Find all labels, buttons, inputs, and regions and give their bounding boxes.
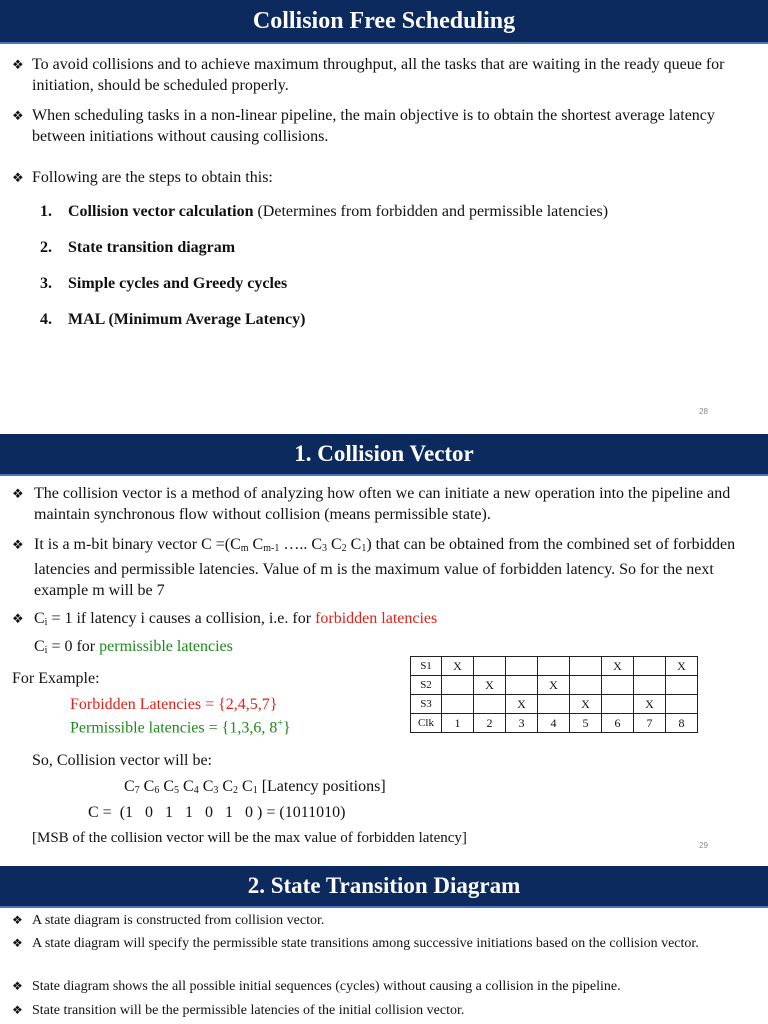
table-cell: X (570, 695, 602, 714)
page-number: 28 (699, 407, 708, 416)
slide-title-text: 1. Collision Vector (294, 441, 474, 466)
table-cell (442, 676, 474, 695)
slide-collision-free-scheduling (0, 0, 768, 432)
diamond-bullet-icon: ❖ (12, 1003, 23, 1017)
table-cell (634, 657, 666, 676)
cv-position: $C_5$ (163, 778, 180, 796)
table-cell: 8 (666, 714, 698, 733)
bullet-item (12, 977, 752, 996)
permissible-latencies: Permissible latencies = {1,3,6, 8+} (70, 718, 291, 737)
cv-position: $C_7$ (124, 778, 140, 796)
table-cell (538, 657, 570, 676)
bullet-text: When scheduling tasks in a non-linear pipeline, the main objective is to obtain the shortest average latency between initiations without causing collisions. (32, 107, 715, 145)
step-detail: (Determines from forbidden and permissible latencies) (253, 203, 609, 220)
cv-position: $C_3$ (202, 778, 219, 796)
step-title: Simple cycles and Greedy cycles (68, 275, 288, 292)
table-cell: X (666, 657, 698, 676)
bullet-text: $C_i = 1$ if latency i causes a collision, i.e. for forbidden latencies (34, 610, 438, 628)
table-cell (506, 676, 538, 695)
cv-position: $C_6$ (143, 778, 160, 796)
table-cell: X (634, 695, 666, 714)
bullet-text: Following are the steps to obtain this: (32, 169, 273, 186)
bullet-text: State transition will be the permissible latencies of the initial collision vector. (32, 1003, 465, 1018)
table-cell: X (538, 676, 570, 695)
for-example-label: For Example: (12, 670, 100, 687)
cv-position: $C_4$ (183, 778, 199, 796)
bullet-text: State diagram shows the all possible initial sequences (cycles) without causing a collision in the pipeline. (32, 979, 621, 994)
table-row (411, 695, 698, 714)
bullet-item (12, 608, 732, 633)
forbidden-latencies: Forbidden Latencies = {2,4,5,7} (70, 696, 278, 713)
table-row (411, 714, 698, 733)
diamond-bullet-icon: ❖ (12, 979, 23, 993)
table-cell (666, 695, 698, 714)
table-cell: 5 (570, 714, 602, 733)
table-cell (442, 695, 474, 714)
table-row (411, 676, 698, 695)
row-label: S3 (411, 695, 442, 714)
table-cell (570, 676, 602, 695)
table-cell: X (602, 657, 634, 676)
diamond-bullet-icon: ❖ (12, 57, 24, 72)
diamond-bullet-icon: ❖ (12, 611, 24, 626)
bullet-item (12, 1001, 752, 1020)
table-cell: 3 (506, 714, 538, 733)
bullet-item (12, 167, 732, 188)
step-title: State transition diagram (68, 239, 236, 256)
step-title: Collision vector calculation (68, 203, 254, 220)
step-title: MAL (Minimum Average Latency) (68, 311, 306, 328)
bullet-text: To avoid collisions and to achieve maximum throughput, all the tasks that are waiting in the ready queue for initiation, should be scheduled properly. (32, 56, 725, 94)
step-number: 4. (40, 311, 52, 328)
table-cell (474, 695, 506, 714)
msb-note: [MSB of the collision vector will be the max value of forbidden latency] (32, 830, 467, 846)
diamond-bullet-icon: ❖ (12, 108, 24, 123)
bullet-text: The collision vector is a method of analyzing how often we can initiate a new operation into the pipeline and maintain synchronous flow without collision (means permissible state). (34, 485, 731, 523)
table-cell: 2 (474, 714, 506, 733)
bullet-item (12, 934, 752, 953)
bullet-text: A state diagram is constructed from collision vector. (32, 913, 325, 928)
latency-positions: $C_7$ $C_6$ $C_5$ $C_4$ $C_3$ $C_2$ $C_1$ [Latency positions] (124, 778, 386, 796)
slide-title (0, 434, 768, 476)
table-cell (602, 695, 634, 714)
table-cell: X (442, 657, 474, 676)
bullet-item (12, 911, 752, 930)
row-label: S1 (411, 657, 442, 676)
diamond-bullet-icon: ❖ (12, 913, 23, 927)
permissible-def: $C_i = 0$ for permissible latencies (34, 638, 233, 656)
table-cell (538, 695, 570, 714)
bullet-text: A state diagram will specify the permissible state transitions among successive initiations based on the collision vector. (32, 936, 699, 951)
slide-collision-vector (0, 434, 768, 864)
slide-title-text: Collision Free Scheduling (252, 8, 516, 34)
step-number: 1. (40, 203, 52, 220)
page-number: 29 (699, 841, 708, 850)
table-cell: X (506, 695, 538, 714)
bullet-item (12, 54, 732, 96)
cv-position: $C_1$ (242, 778, 258, 796)
step-number: 2. (40, 239, 52, 256)
diamond-bullet-icon: ❖ (12, 486, 24, 501)
table-cell (634, 676, 666, 695)
table-row (411, 657, 698, 676)
slide-title (0, 0, 768, 44)
reservation-table (410, 656, 698, 733)
bullet-item (12, 105, 732, 147)
diamond-bullet-icon: ❖ (12, 537, 24, 552)
table-cell: 4 (538, 714, 570, 733)
slide-title-text: 2. State Transition Diagram (247, 873, 521, 898)
table-cell (474, 657, 506, 676)
table-cell: 7 (634, 714, 666, 733)
slide-state-transition-diagram (0, 866, 768, 1024)
table-cell (570, 657, 602, 676)
table-cell (602, 676, 634, 695)
bullet-text: It is a m-bit binary vector $C =(C_m$ $C_{m-1}$ ….. $C_3$ $C_2$ $C_1$) that can be obtained from the combined set of forbidden latencies and permissible latencies. Value of m is the maximum value of forbidden latency. So for the next example m will be 7 (34, 536, 736, 599)
table-cell: 6 (602, 714, 634, 733)
row-label: S2 (411, 676, 442, 695)
bullet-item (12, 534, 752, 601)
step-number: 3. (40, 275, 52, 292)
row-label: Clk (411, 714, 442, 733)
bullet-item (12, 483, 732, 525)
diamond-bullet-icon: ❖ (12, 936, 23, 950)
diamond-bullet-icon: ❖ (12, 170, 24, 185)
table-cell: X (474, 676, 506, 695)
collision-vector-value: C = (1 0 1 1 0 1 0 ) = (1011010) (88, 804, 346, 821)
slide-title (0, 866, 768, 908)
cv-position: $C_2$ (222, 778, 239, 796)
collision-vector-intro: So, Collision vector will be: (32, 752, 212, 769)
table-cell: 1 (442, 714, 474, 733)
table-cell (666, 676, 698, 695)
table-cell (506, 657, 538, 676)
